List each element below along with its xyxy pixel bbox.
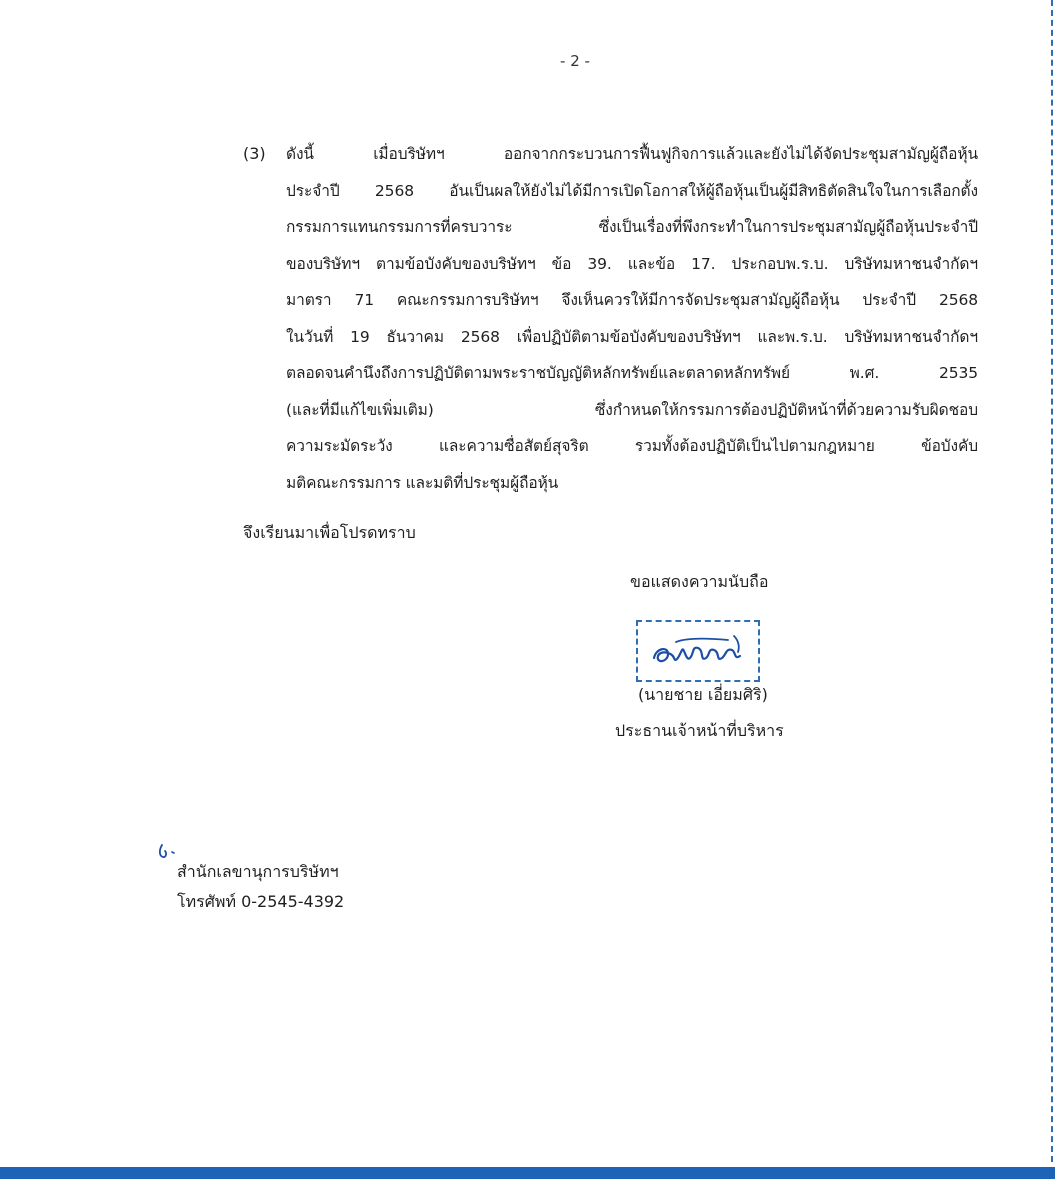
handwritten-signature xyxy=(646,628,752,676)
clause-line: (และที่มีแก้ไขเพิ่มเติม) ซึ่งกำหนดให้กรรมการต้องปฏิบัติหน้าที่ด้วยความรับผิดชอบ xyxy=(286,400,978,419)
clause-line: ตลอดจนคำนึงถึงการปฏิบัติตามพระราชบัญญัติหลักทรัพย์และตลาดหลักทรัพย์ พ.ศ. 2535 xyxy=(286,364,978,382)
clause-line: ความระมัดระวัง และความซื่อสัตย์สุจริต รวมทั้งต้องปฏิบัติเป็นไปตามกฎหมาย ข้อบังคับ xyxy=(286,437,978,455)
bottom-accent-bar xyxy=(0,1167,1055,1179)
contact-department: สำนักเลขานุการบริษัทฯ xyxy=(177,862,339,881)
clause-line: กรรมการแทนกรรมการที่ครบวาระ ซึ่งเป็นเรื่องที่พึงกระทำในการประชุมสามัญผู้ถือหุ้นประจำปี xyxy=(286,218,978,236)
contact-block xyxy=(177,857,344,917)
clause-line: มาตรา 71 คณะกรรมการบริษัทฯ จึงเห็นควรให้มีการจัดประชุมสามัญผู้ถือหุ้น ประจำปี 2568 xyxy=(286,291,978,309)
page-edge-dashed-border xyxy=(1051,0,1053,1162)
clause-number: (3) xyxy=(243,144,266,163)
closing-line: จึงเรียนมาเพื่อโปรดทราบ xyxy=(243,523,416,542)
clause-line: ดังนี้ เมื่อบริษัทฯ ออกจากกระบวนการฟื้นฟูกิจการแล้วและยังไม่ได้จัดประชุมสามัญผู้ถือหุ้น xyxy=(286,145,978,163)
signature-box xyxy=(636,620,760,682)
signatory-name: (นายชาย เอี่ยมศิริ) xyxy=(638,685,768,704)
clause-line: ในวันที่ 19 ธันวาคม 2568 เพื่อปฏิบัติตามข้อบังคับของบริษัทฯ และพ.ร.บ. บริษัทมหาชนจำกัดฯ xyxy=(286,327,978,346)
signatory-title: ประธานเจ้าหน้าที่บริหาร xyxy=(615,721,784,740)
clause-line: มติคณะกรรมการ และมติที่ประชุมผู้ถือหุ้น xyxy=(286,473,559,492)
page-number: - 2 - xyxy=(560,52,590,70)
clause-line: ประจำปี 2568 อันเป็นผลให้ยังไม่ได้มีการเปิดโอกาสให้ผู้ถือหุ้นเป็นผู้มีสิทธิตัดสินใจในการเลือกตั้ง xyxy=(286,181,978,200)
signature-regards: ขอแสดงความนับถือ xyxy=(630,572,769,591)
contact-phone: โทรศัพท์ 0-2545-4392 xyxy=(177,892,345,911)
clause-line: ของบริษัทฯ ตามข้อบังคับของบริษัทฯ ข้อ 39. และข้อ 17. ประกอบพ.ร.บ. บริษัทมหาชนจำกัดฯ xyxy=(286,254,978,273)
